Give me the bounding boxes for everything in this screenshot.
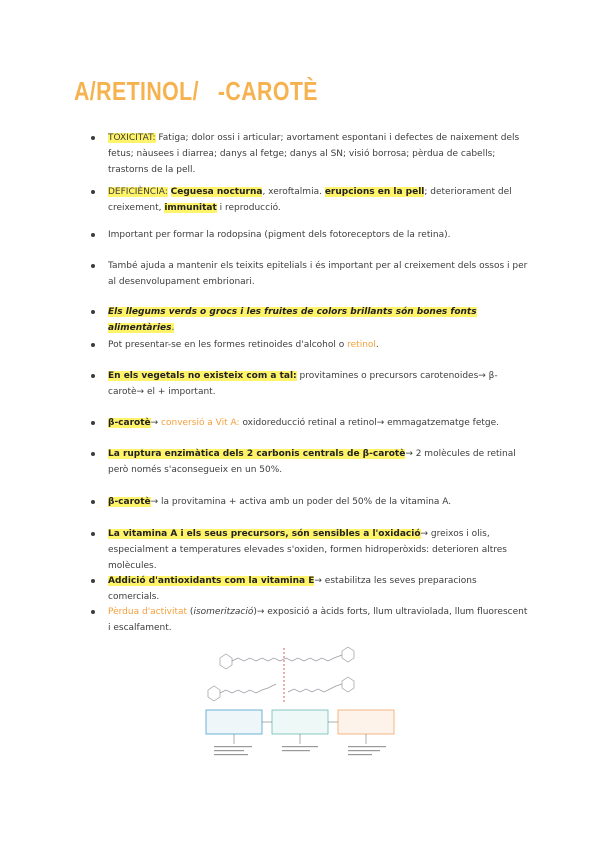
figure-caption-line [214, 746, 252, 747]
text-run: . [375, 340, 379, 350]
text-run: Pot presentar-se en les formes retinoides d'alcohol o [108, 340, 348, 350]
text-run: retinol [347, 340, 376, 350]
pathway-box [338, 710, 394, 734]
text-run: Addició d'antioxidants com la vitamina E [108, 576, 315, 586]
figure-caption-line [282, 750, 310, 751]
ring-shape [342, 647, 354, 662]
figure-caption-line [282, 746, 318, 747]
text-run: La vitamina A i els seus precursors, són sensibles a l'oxidació [108, 529, 421, 539]
list-item [108, 368, 528, 400]
text-run: TOXICITAT: [108, 133, 156, 143]
list-item [108, 258, 528, 290]
figure-caption-line [214, 754, 248, 755]
polyene-chain [232, 655, 342, 661]
text-run: , xeroftalmia. [262, 187, 325, 197]
text-run: → estabilitza les seves preparacions comercials. [108, 576, 477, 602]
list-item [108, 184, 528, 216]
text-run: → [150, 418, 162, 428]
list-item [108, 604, 528, 636]
pathway-box [206, 710, 262, 734]
text-run: → greixos i olis, especialment a temperatures elevades s'oxiden, formen hidroperòxids: deterioren altres molècules. [108, 529, 507, 571]
page-title: A/RETINOL/ -CAROTÈ [74, 76, 318, 106]
text-run: isomerització [193, 607, 254, 617]
text-run: En els vegetals no existeix com a tal: [108, 371, 297, 381]
text-run: La ruptura enzimàtica dels 2 carbonis centrals de β-carotè [108, 449, 406, 459]
text-run: També ajuda a mantenir els teixits epitelials i és important per al creixement dels ossos i per al desenvolupament embrionari. [108, 261, 528, 287]
text-run: i reproducció. [216, 203, 281, 213]
retinoid-pathway-figure [196, 640, 406, 765]
list-item [108, 494, 528, 510]
text-run: conversió a Vit A: [161, 418, 240, 428]
list-item [108, 573, 528, 605]
text-run: DEFICIÈNCIA: [108, 187, 168, 197]
text-run: erupcions en la pell [324, 187, 425, 197]
figure-caption-line [348, 746, 386, 747]
polyene-chain [288, 684, 342, 692]
text-run: . [171, 323, 175, 333]
text-run: oxidoreducció retinal a retinol→ emmagatzematge fetge. [239, 418, 500, 428]
text-run: Ceguesa nocturna [170, 187, 263, 197]
polyene-chain [220, 684, 276, 693]
text-run: β-carotè [108, 418, 151, 428]
list-item [108, 446, 528, 478]
list-item [108, 304, 528, 336]
list-item [108, 526, 528, 574]
figure-caption-line [214, 750, 244, 751]
pathway-box [272, 710, 328, 734]
text-run: immunitat [164, 203, 217, 213]
list-item [108, 227, 528, 243]
list-item [108, 337, 528, 353]
text-run: Pèrdua d'activitat [108, 607, 188, 617]
ring-shape [342, 677, 354, 692]
text-run: Fatiga; dolor ossi i articular; avortament espontani i defectes de naixement dels fetus; nàusees i diarrea; danys al fetge; danys al SN; visió borrosa; pèrdua de cabells; trastorns de la pell. [108, 133, 520, 175]
text-run: β-carotè [108, 497, 151, 507]
text-run: Important per formar la rodopsina (pigment dels fotoreceptors de la retina). [108, 230, 451, 240]
list-item [108, 130, 528, 178]
text-run: Els llegums verds o grocs i les fruites de colors brillants són bones fonts alimentàries [108, 307, 477, 333]
figure-caption-line [348, 750, 380, 751]
ring-shape [220, 654, 232, 669]
figure-caption-line [348, 754, 372, 755]
text-run: provitamines o precursors carotenoides→ β- carotè→ el + important. [108, 371, 498, 397]
ring-shape [208, 686, 220, 701]
text-run: → 2 molècules de retinal però només s'aconsegueix en un 50%. [108, 449, 516, 475]
text-run: → la provitamina + activa amb un poder del 50% de la vitamina A. [150, 497, 452, 507]
text-run: )→ exposició a àcids forts, llum ultraviolada, llum fluorescent i escalfament. [108, 607, 528, 633]
text-run: ; deteriorament del creixement, [108, 187, 512, 213]
list-item [108, 415, 528, 431]
text-run: ( [187, 607, 194, 617]
